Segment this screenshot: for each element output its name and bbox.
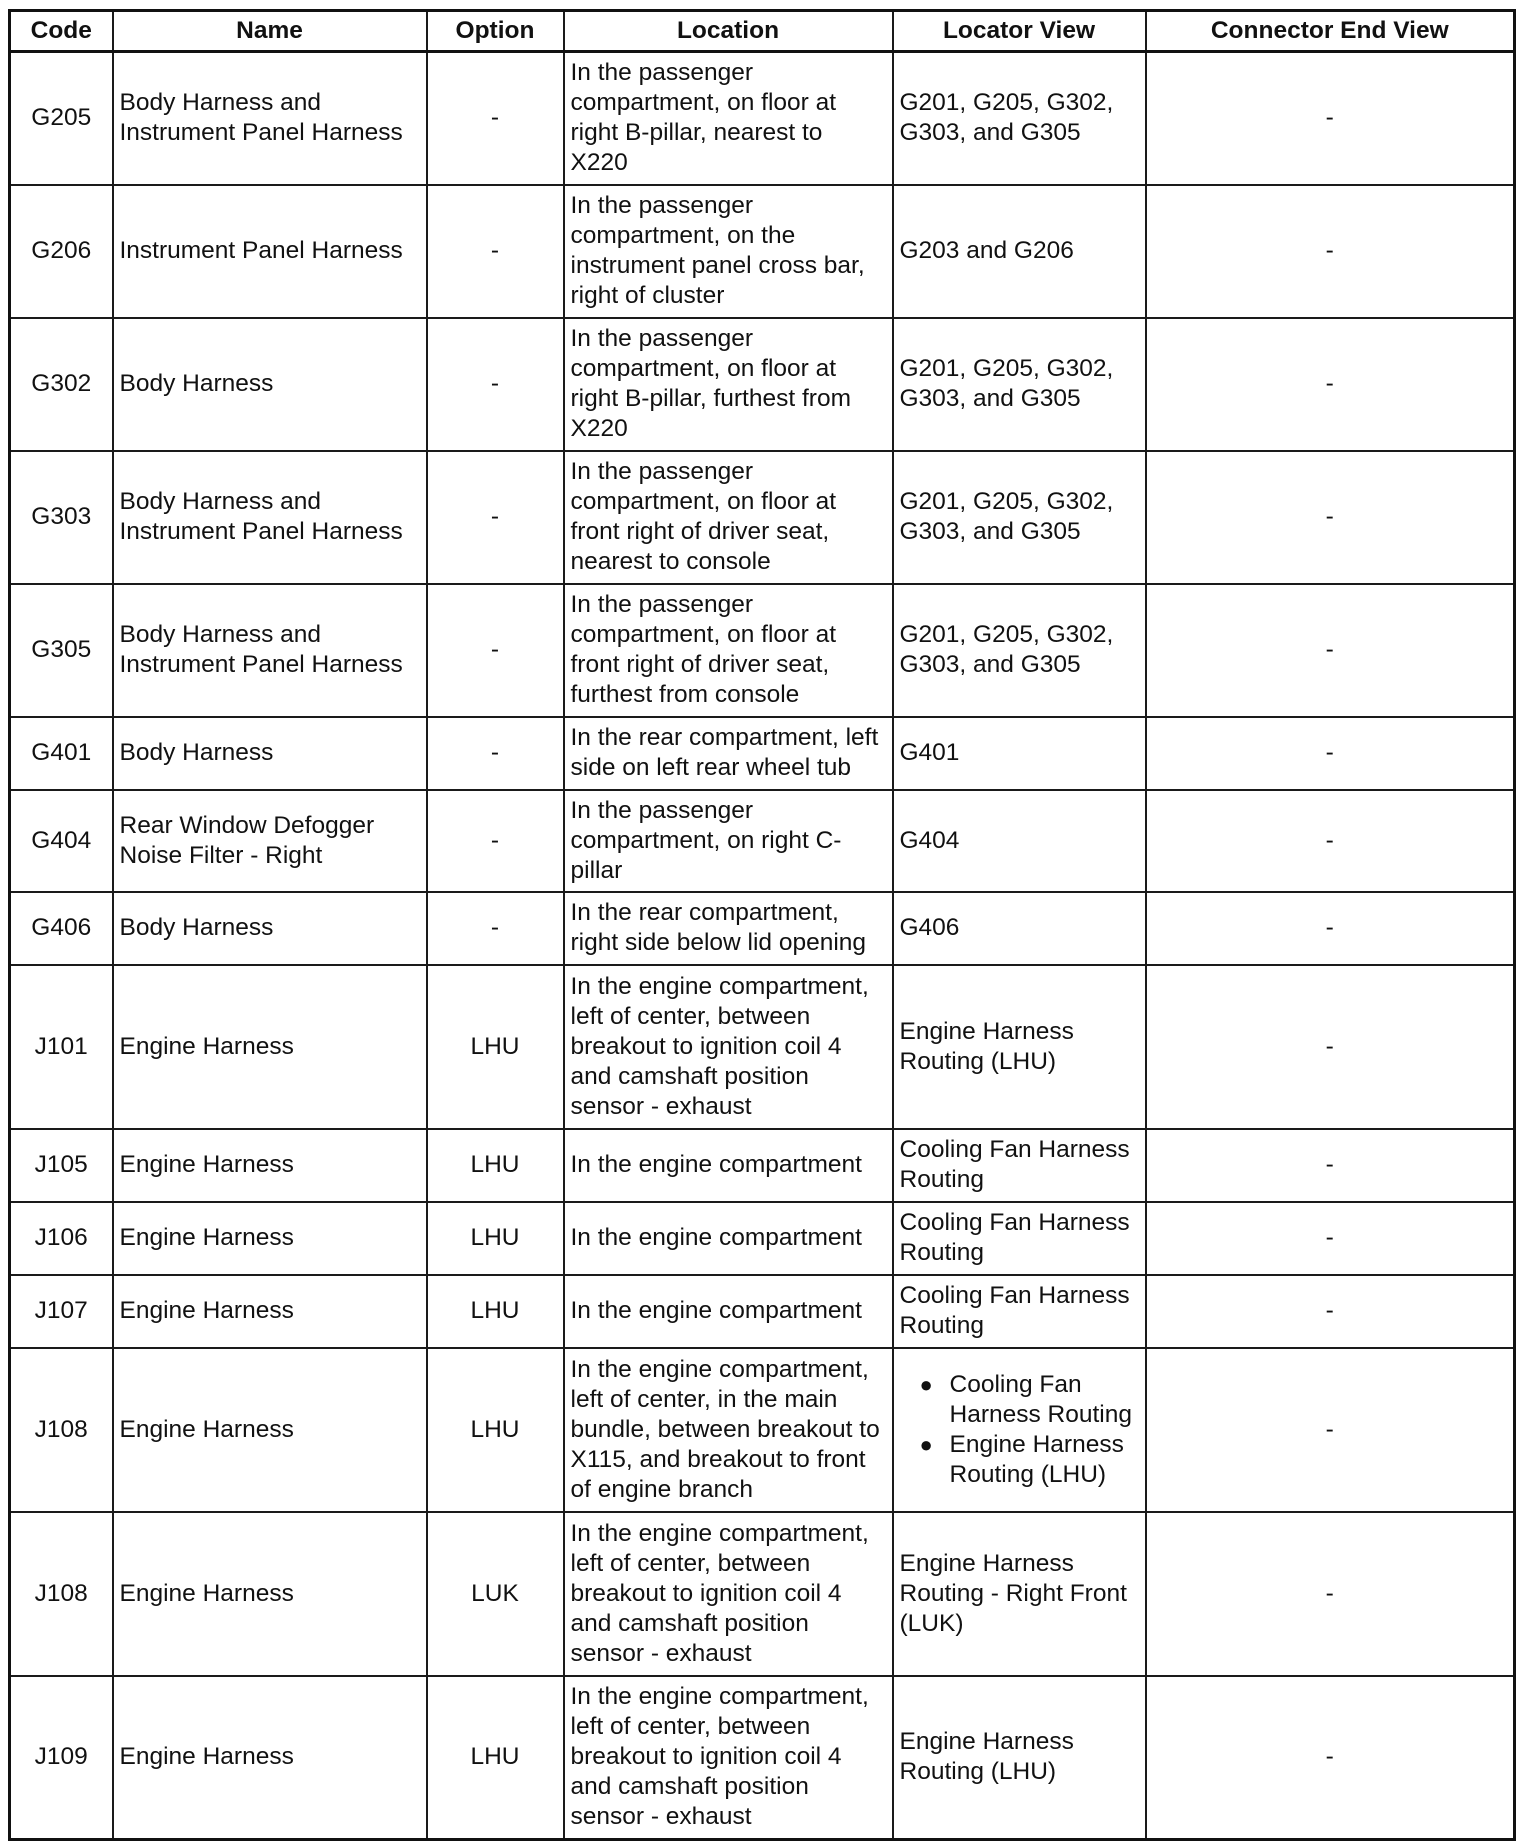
connector-end-view-cell: - xyxy=(1146,52,1515,185)
table-row xyxy=(10,185,1515,318)
table-row xyxy=(10,1348,1515,1512)
code-cell: G206 xyxy=(10,185,113,318)
connector-end-view-cell: - xyxy=(1146,1129,1515,1202)
table-row xyxy=(10,1129,1515,1202)
name-cell: Engine Harness xyxy=(113,1129,427,1202)
locator-view-cell: G203 and G206 xyxy=(893,185,1146,318)
locator-view-cell: G404 xyxy=(893,790,1146,892)
location-cell: In the passenger compartment, on floor at front right of driver seat, furthest from console xyxy=(564,584,893,717)
name-cell: Body Harness xyxy=(113,318,427,451)
locator-view-cell: Engine Harness Routing (LHU) xyxy=(893,965,1146,1129)
header-name: Name xyxy=(113,11,427,52)
connector-end-view-cell: - xyxy=(1146,717,1515,790)
connector-end-view-cell: - xyxy=(1146,1512,1515,1676)
connector-end-view-cell: - xyxy=(1146,451,1515,584)
header-location: Location xyxy=(564,11,893,52)
location-cell: In the engine compartment xyxy=(564,1129,893,1202)
code-cell: J101 xyxy=(10,965,113,1129)
connector-end-view-cell: - xyxy=(1146,892,1515,965)
location-cell: In the passenger compartment, on floor at right B-pillar, nearest to X220 xyxy=(564,52,893,185)
name-cell: Engine Harness xyxy=(113,1348,427,1512)
code-cell: G404 xyxy=(10,790,113,892)
name-cell: Body Harness and Instrument Panel Harness xyxy=(113,52,427,185)
table-row xyxy=(10,965,1515,1129)
name-cell: Engine Harness xyxy=(113,1202,427,1275)
table-row xyxy=(10,1676,1515,1840)
connector-end-view-cell: - xyxy=(1146,1676,1515,1840)
name-cell: Body Harness xyxy=(113,892,427,965)
table-row xyxy=(10,52,1515,185)
option-cell: LHU xyxy=(427,1202,564,1275)
locator-view-cell: G201, G205, G302, G303, and G305 xyxy=(893,584,1146,717)
code-cell: J107 xyxy=(10,1275,113,1348)
name-cell: Engine Harness xyxy=(113,1512,427,1676)
code-cell: G406 xyxy=(10,892,113,965)
option-cell: - xyxy=(427,717,564,790)
locator-view-cell: Engine Harness Routing (LHU) xyxy=(893,1676,1146,1840)
option-cell: LHU xyxy=(427,965,564,1129)
option-cell: LHU xyxy=(427,1676,564,1840)
location-cell: In the engine compartment xyxy=(564,1275,893,1348)
header-option: Option xyxy=(427,11,564,52)
location-cell: In the passenger compartment, on floor at right B-pillar, furthest from X220 xyxy=(564,318,893,451)
code-cell: G205 xyxy=(10,52,113,185)
location-cell: In the engine compartment, left of center, between breakout to ignition coil 4 and camshaft position sensor - exhaust xyxy=(564,1512,893,1676)
locator-view-item: ● Engine Harness Routing (LHU) xyxy=(920,1430,1139,1490)
locator-view-cell: Cooling Fan Harness Routing xyxy=(893,1202,1146,1275)
location-cell: In the engine compartment xyxy=(564,1202,893,1275)
connector-end-view-cell: - xyxy=(1146,1202,1515,1275)
option-cell: - xyxy=(427,451,564,584)
option-cell: - xyxy=(427,185,564,318)
locator-view-item: ● Cooling Fan Harness Routing xyxy=(920,1370,1139,1430)
locator-view-cell xyxy=(893,1348,1146,1512)
connector-end-view-cell: - xyxy=(1146,965,1515,1129)
option-cell: - xyxy=(427,52,564,185)
name-cell: Engine Harness xyxy=(113,1275,427,1348)
table-row xyxy=(10,584,1515,717)
table-row xyxy=(10,318,1515,451)
connector-end-view-cell: - xyxy=(1146,1348,1515,1512)
name-cell: Body Harness and Instrument Panel Harness xyxy=(113,451,427,584)
option-cell: LHU xyxy=(427,1129,564,1202)
locator-view-cell: G201, G205, G302, G303, and G305 xyxy=(893,318,1146,451)
table-row xyxy=(10,717,1515,790)
location-cell: In the rear compartment, left side on left rear wheel tub xyxy=(564,717,893,790)
code-cell: J106 xyxy=(10,1202,113,1275)
header-connector-end-view: Connector End View xyxy=(1146,11,1515,52)
connector-end-view-cell: - xyxy=(1146,584,1515,717)
option-cell: - xyxy=(427,318,564,451)
code-cell: G302 xyxy=(10,318,113,451)
name-cell: Instrument Panel Harness xyxy=(113,185,427,318)
header-row xyxy=(10,11,1515,52)
table-row xyxy=(10,892,1515,965)
locator-view-cell: Cooling Fan Harness Routing xyxy=(893,1275,1146,1348)
option-cell: - xyxy=(427,790,564,892)
option-cell: - xyxy=(427,892,564,965)
table-row xyxy=(10,1512,1515,1676)
code-cell: G305 xyxy=(10,584,113,717)
code-cell: J108 xyxy=(10,1348,113,1512)
code-cell: J109 xyxy=(10,1676,113,1840)
name-cell: Engine Harness xyxy=(113,965,427,1129)
locator-view-cell: Engine Harness Routing - Right Front (LUK) xyxy=(893,1512,1146,1676)
code-cell: G303 xyxy=(10,451,113,584)
location-cell: In the engine compartment, left of center, between breakout to ignition coil 4 and camshaft position sensor - exhaust xyxy=(564,1676,893,1840)
option-cell: - xyxy=(427,584,564,717)
table-row xyxy=(10,1275,1515,1348)
connector-end-view-cell: - xyxy=(1146,318,1515,451)
header-code: Code xyxy=(10,11,113,52)
locator-view-cell: G406 xyxy=(893,892,1146,965)
location-cell: In the engine compartment, left of center, between breakout to ignition coil 4 and camshaft position sensor - exhaust xyxy=(564,965,893,1129)
locator-view-cell: G201, G205, G302, G303, and G305 xyxy=(893,52,1146,185)
code-cell: J108 xyxy=(10,1512,113,1676)
name-cell: Body Harness xyxy=(113,717,427,790)
locator-view-cell: G401 xyxy=(893,717,1146,790)
location-cell: In the passenger compartment, on the instrument panel cross bar, right of cluster xyxy=(564,185,893,318)
option-cell: LHU xyxy=(427,1348,564,1512)
connector-end-view-cell: - xyxy=(1146,185,1515,318)
option-cell: LUK xyxy=(427,1512,564,1676)
table-row xyxy=(10,790,1515,892)
code-cell: J105 xyxy=(10,1129,113,1202)
location-cell: In the passenger compartment, on right C-pillar xyxy=(564,790,893,892)
location-cell: In the rear compartment, right side below lid opening xyxy=(564,892,893,965)
locator-view-cell: Cooling Fan Harness Routing xyxy=(893,1129,1146,1202)
name-cell: Engine Harness xyxy=(113,1676,427,1840)
location-cell: In the passenger compartment, on floor at front right of driver seat, nearest to console xyxy=(564,451,893,584)
locator-view-cell: G201, G205, G302, G303, and G305 xyxy=(893,451,1146,584)
location-cell: In the engine compartment, left of center, in the main bundle, between breakout to X115, and breakout to front of engine branch xyxy=(564,1348,893,1512)
table-row xyxy=(10,1202,1515,1275)
connector-end-view-cell: - xyxy=(1146,790,1515,892)
name-cell: Body Harness and Instrument Panel Harness xyxy=(113,584,427,717)
connector-location-table xyxy=(8,9,1516,1841)
locator-view-list xyxy=(900,1370,1139,1490)
name-cell: Rear Window Defogger Noise Filter - Right xyxy=(113,790,427,892)
table-row xyxy=(10,451,1515,584)
header-locator-view: Locator View xyxy=(893,11,1146,52)
connector-end-view-cell: - xyxy=(1146,1275,1515,1348)
code-cell: G401 xyxy=(10,717,113,790)
option-cell: LHU xyxy=(427,1275,564,1348)
